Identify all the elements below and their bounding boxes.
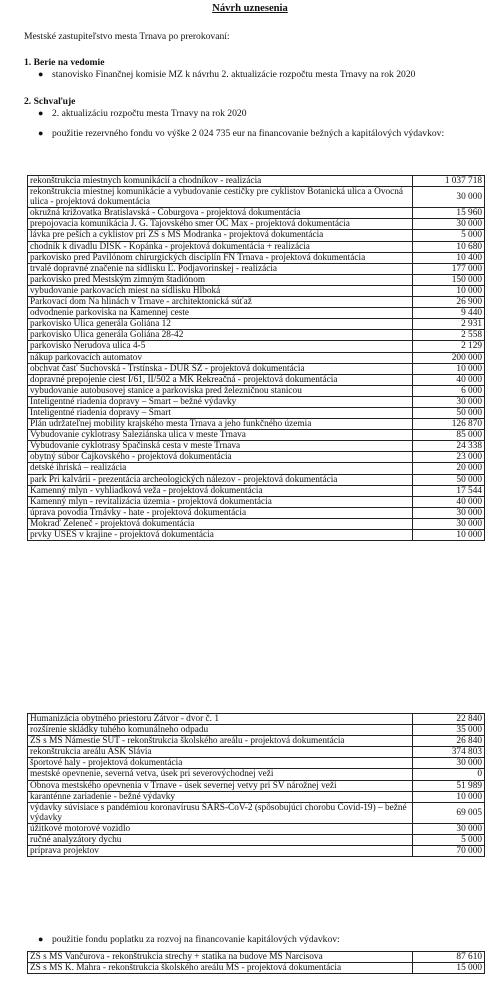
item-label: úprava povodia Trnávky - hate - projektová dokumentácia: [28, 507, 413, 518]
table-row: [28, 823, 485, 834]
section-2-heading: 2. Schvaľuje: [24, 96, 76, 107]
item-label: parkovisko pred Pavilónom chirurgických disciplín FN Trnava - projektová dokumentácia: [28, 252, 413, 263]
section-2-bullet-1-text: 2. aktualizáciu rozpočtu mesta Trnavy na rok 2020: [52, 108, 247, 119]
section-2-bullet-3: [38, 934, 484, 945]
item-amount: 2 558: [413, 330, 485, 341]
item-amount: 30 000: [413, 823, 485, 834]
table-row: [28, 474, 485, 485]
item-label: úžitkové motorové vozidlo: [28, 823, 413, 834]
item-amount: 374 803: [413, 747, 485, 758]
item-amount: 26 840: [413, 736, 485, 747]
item-label: okružná križovatka Bratislavská - Coburgova - projektová dokumentácia: [28, 208, 413, 219]
table-row: [28, 385, 485, 396]
item-label: rekonštrukcia miestnych komunikácií a chodníkov - realizácia: [28, 176, 413, 187]
table-row: [28, 341, 485, 352]
item-amount: 5 000: [413, 835, 485, 846]
item-amount: 87 610: [413, 952, 485, 963]
item-amount: 20 000: [413, 463, 485, 474]
table-row: [28, 308, 485, 319]
table-row: [28, 846, 485, 857]
table-row: [28, 219, 485, 230]
item-amount: 10 000: [413, 791, 485, 802]
item-label: nákup parkovacích automatov: [28, 352, 413, 363]
table-row: [28, 252, 485, 263]
table-row: [28, 274, 485, 285]
table-row: [28, 791, 485, 802]
item-amount: 30 000: [413, 396, 485, 407]
item-label: lávka pre peších a cyklistov pri ZŠ s MŠ Modranka - projektová dokumentácia: [28, 230, 413, 241]
item-label: parkovisko Ulica generála Goliána 28-42: [28, 330, 413, 341]
table-row: [28, 747, 485, 758]
table-row: [28, 714, 485, 725]
bullet-icon: ●: [38, 108, 44, 118]
item-amount: 2 129: [413, 341, 485, 352]
section-1-bullet: [38, 69, 478, 80]
item-amount: 40 000: [413, 374, 485, 385]
item-amount: 5 000: [413, 230, 485, 241]
section-1-bullet-text: stanovisko Finančnej komisie MZ k návrhu 2. aktualizácie rozpočtu mesta Trnavy na rok 2020: [52, 69, 416, 80]
item-amount: 17 544: [413, 485, 485, 496]
item-amount: 150 000: [413, 274, 485, 285]
item-amount: 30 000: [413, 219, 485, 230]
item-label: Obnova mestského opevnenia v Trnave - úsek severnej vetvy pri SV nárožnej veži: [28, 780, 413, 791]
item-amount: 70 000: [413, 846, 485, 857]
table-row: [28, 452, 485, 463]
item-label: Vybudovanie cyklotrasy Saleziánska ulica v meste Trnava: [28, 430, 413, 441]
item-label: vybudovanie parkovacích miest na sídlisku Hlboká: [28, 285, 413, 296]
bullet-icon: ●: [38, 128, 44, 138]
table-row: [28, 507, 485, 518]
item-label: Parkovací dom Na hlinách v Trnave - architektonická súťaž: [28, 297, 413, 308]
item-label: Mokraď Zeleneč - projektová dokumentácia: [28, 518, 413, 529]
item-amount: 30 000: [413, 758, 485, 769]
item-amount: 30 000: [413, 187, 485, 208]
item-label: prvky ÚSES v krajine - projektová dokumentácia: [28, 530, 413, 541]
table-row: [28, 769, 485, 780]
item-amount: 26 900: [413, 297, 485, 308]
item-amount: 6 000: [413, 385, 485, 396]
item-label: obchvat časť Suchovská - Trstínska - DUR SZ - projektová dokumentácia: [28, 363, 413, 374]
table-row: [28, 518, 485, 529]
item-label: Humanizácia obytného priestoru Zátvor - dvor č. 1: [28, 714, 413, 725]
item-label: príprava projektov: [28, 846, 413, 857]
table-row: [28, 176, 485, 187]
table-row: [28, 208, 485, 219]
item-label: parkovisko Ulica generála Goliána 12: [28, 319, 413, 330]
table-row: [28, 187, 485, 208]
bullet-icon: ●: [38, 934, 44, 944]
table-row: [28, 241, 485, 252]
table-row: [28, 297, 485, 308]
item-label: Inteligentné riadenia dopravy – Smart – bežné výdavky: [28, 396, 413, 407]
table-row: [28, 363, 485, 374]
section-2-bullet-1: [38, 108, 478, 119]
item-amount: 40 000: [413, 496, 485, 507]
item-amount: 9 440: [413, 308, 485, 319]
table-row: [28, 230, 485, 241]
item-amount: 24 338: [413, 441, 485, 452]
item-amount: 177 000: [413, 263, 485, 274]
table-row: [28, 419, 485, 430]
table-row: [28, 430, 485, 441]
bullet-icon: ●: [38, 69, 44, 79]
table-row: [28, 780, 485, 791]
table-row: [28, 758, 485, 769]
table-row: [28, 263, 485, 274]
table-row: [28, 396, 485, 407]
table-row: [28, 285, 485, 296]
item-label: chodník k divadlu DISK - Kopánka - projektová dokumentácia + realizácia: [28, 241, 413, 252]
section-2-bullet-2-text: použitie rezervného fondu vo výške 2 024 735 eur na financovanie bežných a kapitálových výdavkov:: [52, 128, 445, 139]
item-amount: 23 000: [413, 452, 485, 463]
table-row: [28, 374, 485, 385]
item-amount: 126 870: [413, 419, 485, 430]
item-label: trvalé dopravné značenie na sídlisku Ľ. Podjavorinskej - realizácia: [28, 263, 413, 274]
table-row: [28, 736, 485, 747]
item-label: park Pri kalvárii - prezentácia archeologických nálezov - projektová dokumentácia: [28, 474, 413, 485]
table-row: [28, 530, 485, 541]
item-label: prepojovacia komunikácia J. G. Tajovského smer OC Max - projektová dokumentácia: [28, 219, 413, 230]
item-amount: 0: [413, 769, 485, 780]
item-label: Plán udržateľnej mobility krajského mesta Trnava a jeho funkčného územia: [28, 419, 413, 430]
item-label: Kamenný mlyn - revitalizácia územia - projektová dokumentácia: [28, 496, 413, 507]
item-label: rekonštrukcia areálu AŠK Slávia: [28, 747, 413, 758]
item-amount: 10 000: [413, 363, 485, 374]
item-label: detské ihriská – realizácia: [28, 463, 413, 474]
table-row: [28, 330, 485, 341]
item-label: ZŠ s MŠ Vančurova - rekonštrukcia strechy + statika na budove MŠ Narcisova: [28, 952, 413, 963]
item-amount: 200 000: [413, 352, 485, 363]
item-amount: 30 000: [413, 518, 485, 529]
item-label: mestské opevnenie, severná vetva, úsek pri severovýchodnej veži: [28, 769, 413, 780]
item-label: ZŠ s MŠ Námestie SUT - rekonštrukcia školského areálu - projektová dokumentácia: [28, 736, 413, 747]
table-row: [28, 725, 485, 736]
table-row: [28, 963, 485, 974]
item-label: parkovisko pred Mestským zimným štadiónom: [28, 274, 413, 285]
table-row: [28, 352, 485, 363]
table-row: [28, 319, 485, 330]
item-label: parkovisko Nerudova ulica 4-5: [28, 341, 413, 352]
item-amount: 10 400: [413, 252, 485, 263]
table-row: [28, 496, 485, 507]
section-2-bullet-3-text: použitie fondu poplatku za rozvoj na financovanie kapitálových výdavkov:: [52, 934, 340, 945]
section-2-bullet-2: [38, 128, 484, 139]
table-row: [28, 952, 485, 963]
item-label: obytný súbor Čajkovského - projektová dokumentácia: [28, 452, 413, 463]
item-label: ZŠ s MŠ K. Mahra - rekonštrukcia školského areálu MŠ - projektová dokumentácia: [28, 963, 413, 974]
item-label: odvodnenie parkoviska na Kamennej ceste: [28, 308, 413, 319]
item-amount: 50 000: [413, 474, 485, 485]
item-amount: 22 840: [413, 714, 485, 725]
reserve-fund-table-continued: [27, 713, 485, 857]
item-label: vybudovanie autobusovej stanice a parkoviska pred železničnou stanicou: [28, 385, 413, 396]
item-amount: 2 931: [413, 319, 485, 330]
item-label: karanténne zariadenie - bežné výdavky: [28, 791, 413, 802]
item-amount: 35 000: [413, 725, 485, 736]
item-amount: 69 005: [413, 802, 485, 823]
table-row: [28, 802, 485, 823]
table-row: [28, 407, 485, 418]
item-label: ručné analyzátory dychu: [28, 835, 413, 846]
item-amount: 10 000: [413, 530, 485, 541]
item-amount: 1 037 718: [413, 176, 485, 187]
item-amount: 15 000: [413, 963, 485, 974]
section-1-heading: 1. Berie na vedomie: [24, 57, 105, 68]
intro-text: Mestské zastupiteľstvo mesta Trnava po prerokovaní:: [24, 31, 230, 42]
document-title: Návrh uznesenia: [212, 3, 288, 14]
table-row: [28, 463, 485, 474]
item-label: Kamenný mlyn - vyhliadková veža - projektová dokumentácia: [28, 485, 413, 496]
item-label: športové haly - projektová dokumentácia: [28, 758, 413, 769]
item-label: výdavky súvisiace s pandémiou koronavírusu SARS-CoV-2 (spôsobujúci chorobu Covid-19) – bežné výdavky: [28, 802, 413, 823]
item-label: rekonštrukcia miestnej komunikácie a vybudovanie cestičky pre cyklistov Botanická ulica a Ovocná ulica - projektová dokumentácia: [28, 187, 413, 208]
item-amount: 30 000: [413, 507, 485, 518]
item-label: Vybudovanie cyklotrasy Spačinská cesta v meste Trnava: [28, 441, 413, 452]
table-row: [28, 441, 485, 452]
development-fee-fund-table: [27, 951, 485, 974]
item-amount: 51 989: [413, 780, 485, 791]
item-label: Inteligentné riadenia dopravy – Smart: [28, 407, 413, 418]
item-amount: 10 680: [413, 241, 485, 252]
item-amount: 85 000: [413, 430, 485, 441]
table-row: [28, 485, 485, 496]
item-amount: 10 000: [413, 285, 485, 296]
item-label: rozšírenie skládky tuhého komunálneho odpadu: [28, 725, 413, 736]
item-amount: 15 960: [413, 208, 485, 219]
item-amount: 50 000: [413, 407, 485, 418]
item-label: dopravné prepojenie ciest I/61, II/502 a MK Rekreačná - projektová dokumentácia: [28, 374, 413, 385]
reserve-fund-table: [27, 175, 485, 541]
table-row: [28, 835, 485, 846]
